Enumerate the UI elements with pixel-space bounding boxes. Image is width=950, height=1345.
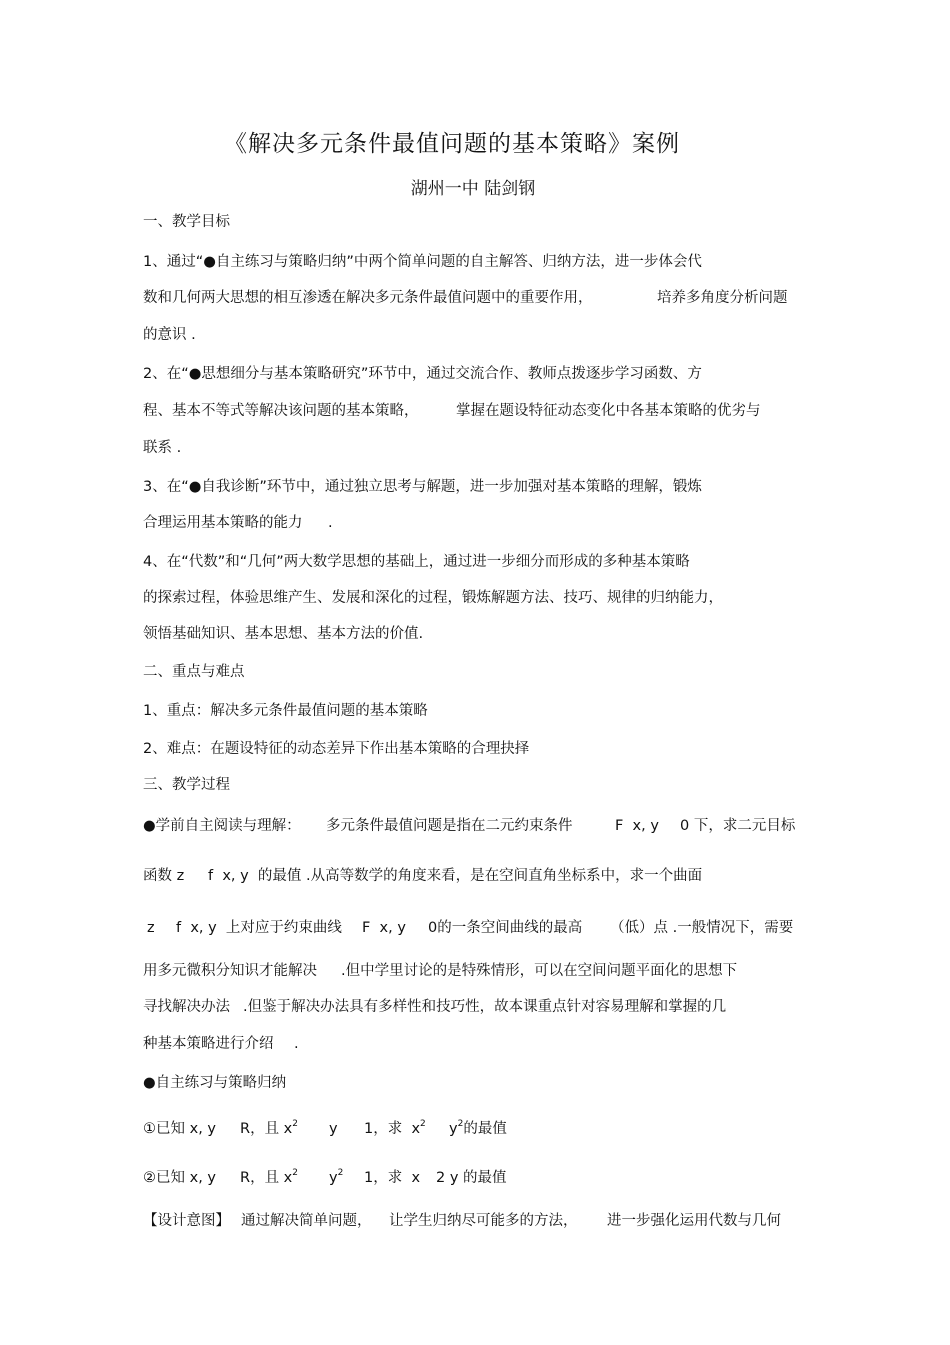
para-line-2a: 函数 z — [143, 868, 185, 884]
para-line-3e: （低）点 .一般情况下，需要 — [610, 920, 794, 936]
para-line-3a: z — [147, 920, 155, 936]
section-heading-goals: 一、教学目标 — [143, 214, 230, 230]
problem-2-target: 2 y 的最值 — [436, 1170, 507, 1186]
goal-3-line-2: 合理运用基本策略的能力 — [143, 515, 303, 531]
section-heading-process: 三、教学过程 — [143, 777, 230, 793]
author-line: 湖州一中 陆剑钢 — [410, 179, 536, 199]
problem-1-condition: R，且 $x^2$ — [240, 1119, 298, 1137]
design-intent-text-1: 通过解决简单问题， — [241, 1213, 372, 1229]
goal-1-line-2-tail: 培养多角度分析问题 — [657, 290, 788, 306]
section-heading-practice: ●自主练习与策略归纳 — [143, 1075, 287, 1091]
goal-2-line-1: 2、在“●思想细分与基本策略研究”环节中，通过交流合作、教师点拨逐步学习函数、方 — [143, 366, 702, 382]
key-point-1: 1、重点：解决多元条件最值问题的基本策略 — [143, 703, 428, 719]
problem-1-lead: ①已知 x, y — [143, 1121, 216, 1137]
preread-text-1: 多元条件最值问题是指在二元约束条件 — [326, 818, 573, 834]
para-line-6a: 种基本策略进行介绍 — [143, 1036, 274, 1052]
goal-2-line-2-tail: 掌握在题设特征动态变化中各基本策略的优劣与 — [456, 403, 761, 419]
problem-2-y: $y^2$ — [329, 1168, 344, 1186]
para-line-3b: f x, y 上对应于约束曲线 — [176, 920, 342, 936]
goal-4-line-2: 的探索过程，体验思维产生、发展和深化的过程，锻炼解题方法、技巧、规律的归纳能力， — [143, 590, 723, 606]
para-line-3c: F x, y — [362, 920, 406, 936]
goal-1-line-2: 数和几何两大思想的相互渗透在解决多元条件最值问题中的重要作用， — [143, 290, 593, 306]
constraint-expr: F x, y — [615, 818, 659, 834]
design-intent-text-3: 进一步强化运用代数与几何 — [607, 1213, 781, 1229]
problem-1-target: $y^2$的最值 — [449, 1119, 507, 1137]
para-line-4b: .但中学里讨论的是特殊情形，可以在空间问题平面化的思想下 — [341, 963, 738, 979]
para-line-5b: .但鉴于解决办法具有多样性和技巧性，故本课重点针对容易理解和掌握的几 — [243, 999, 727, 1015]
key-point-2: 2、难点：在题设特征的动态差异下作出基本策略的合理抉择 — [143, 741, 530, 757]
design-intent-text-2: 让学生归纳尽可能多的方法， — [389, 1213, 578, 1229]
goal-1-line-3: 的意识 . — [143, 327, 196, 343]
goal-4-line-3: 领悟基础知识、基本思想、基本方法的价值. — [143, 626, 424, 642]
para-line-4a: 用多元微积分知识才能解决 — [143, 963, 317, 979]
goal-2-line-3: 联系 . — [143, 440, 182, 456]
design-intent-label: 【设计意图】 — [143, 1213, 230, 1229]
document-title: 《解决多元条件最值问题的基本策略》案例 — [224, 131, 680, 157]
problem-2-lead: ②已知 x, y — [143, 1170, 216, 1186]
goal-1-line-1: 1、通过“●自主练习与策略归纳”中两个简单问题的自主解答、归纳方法，进一步体会代 — [143, 254, 702, 270]
problem-1-y: y — [329, 1121, 338, 1137]
para-line-6b: . — [294, 1036, 299, 1052]
problem-2-ask: 1，求 x — [364, 1170, 421, 1186]
goal-4-line-1: 4、在“代数”和“几何”两大数学思想的基础上，通过进一步细分而形成的多种基本策略 — [143, 554, 690, 570]
problem-2-condition: R，且 $x^2$ — [240, 1168, 298, 1186]
goal-3-line-2-tail: . — [328, 515, 333, 531]
problem-1-ask: 1，求 $x^2$ — [364, 1119, 426, 1137]
para-line-2b: f x, y 的最值 .从高等数学的角度来看，是在空间直角坐标系中，求一个曲面 — [208, 868, 703, 884]
para-line-5a: 寻找解决办法 — [143, 999, 230, 1015]
para-line-3d: 0的一条空间曲线的最高 — [428, 920, 583, 936]
goal-2-line-2: 程、基本不等式等解决该问题的基本策略， — [143, 403, 419, 419]
preread-text-2: 0 下，求二元目标 — [680, 818, 796, 834]
goal-3-line-1: 3、在“●自我诊断”环节中，通过独立思考与解题，进一步加强对基本策略的理解，锻炼 — [143, 479, 702, 495]
preread-label: ●学前自主阅读与理解： — [143, 818, 301, 834]
section-heading-key-points: 二、重点与难点 — [143, 664, 245, 680]
